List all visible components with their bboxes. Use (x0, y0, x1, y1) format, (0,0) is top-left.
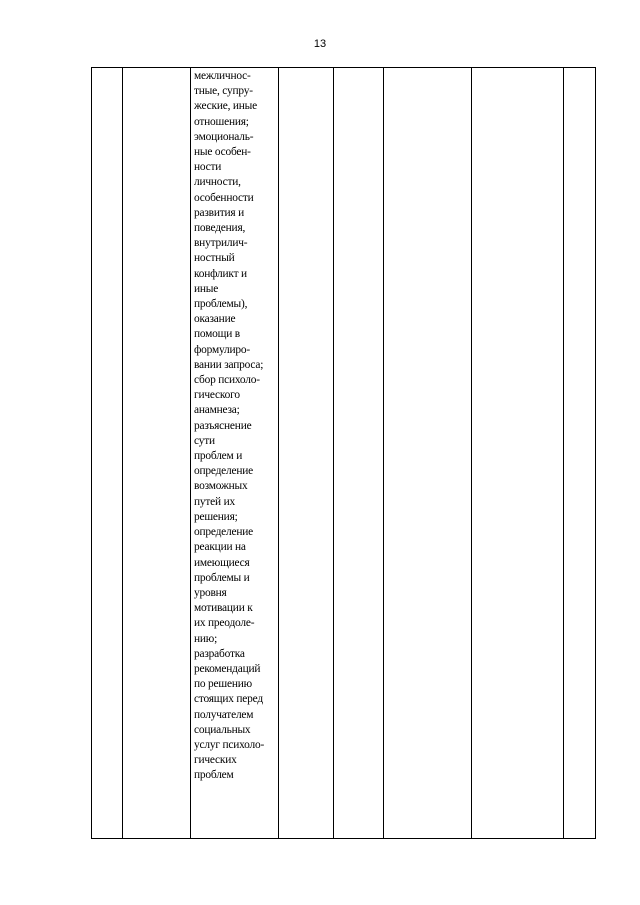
table-cell-service-name (123, 68, 191, 839)
service-description-text: межличнос- тные, супру- жеские, иные отношения; эмоциональ- ные особен- ности личности, особенности развития и поведения, внутрилич- ностный конфликт и иные проблемы), оказание помощи в формулиро- вании запроса; сбор психоло- гического анамнеза; разъяснение сути проблем и определение возможных путей их решения; определение реакции на имеющиеся проблемы и уровня мотивации к их преодоле- нию; разработка рекомендаций по решению стоящих перед получателем социальных услуг психоло- гических проблем (194, 70, 265, 782)
table-cell-number (92, 68, 123, 839)
page-number: 13 (313, 38, 327, 50)
table-cell-col7 (472, 68, 564, 839)
table-cell-col6 (384, 68, 472, 839)
table-cell-description (191, 68, 279, 839)
table-cell-col8 (564, 68, 596, 839)
services-table (91, 67, 596, 839)
table-cell-col5 (334, 68, 384, 839)
table-row (92, 68, 596, 839)
table-cell-col4 (279, 68, 334, 839)
